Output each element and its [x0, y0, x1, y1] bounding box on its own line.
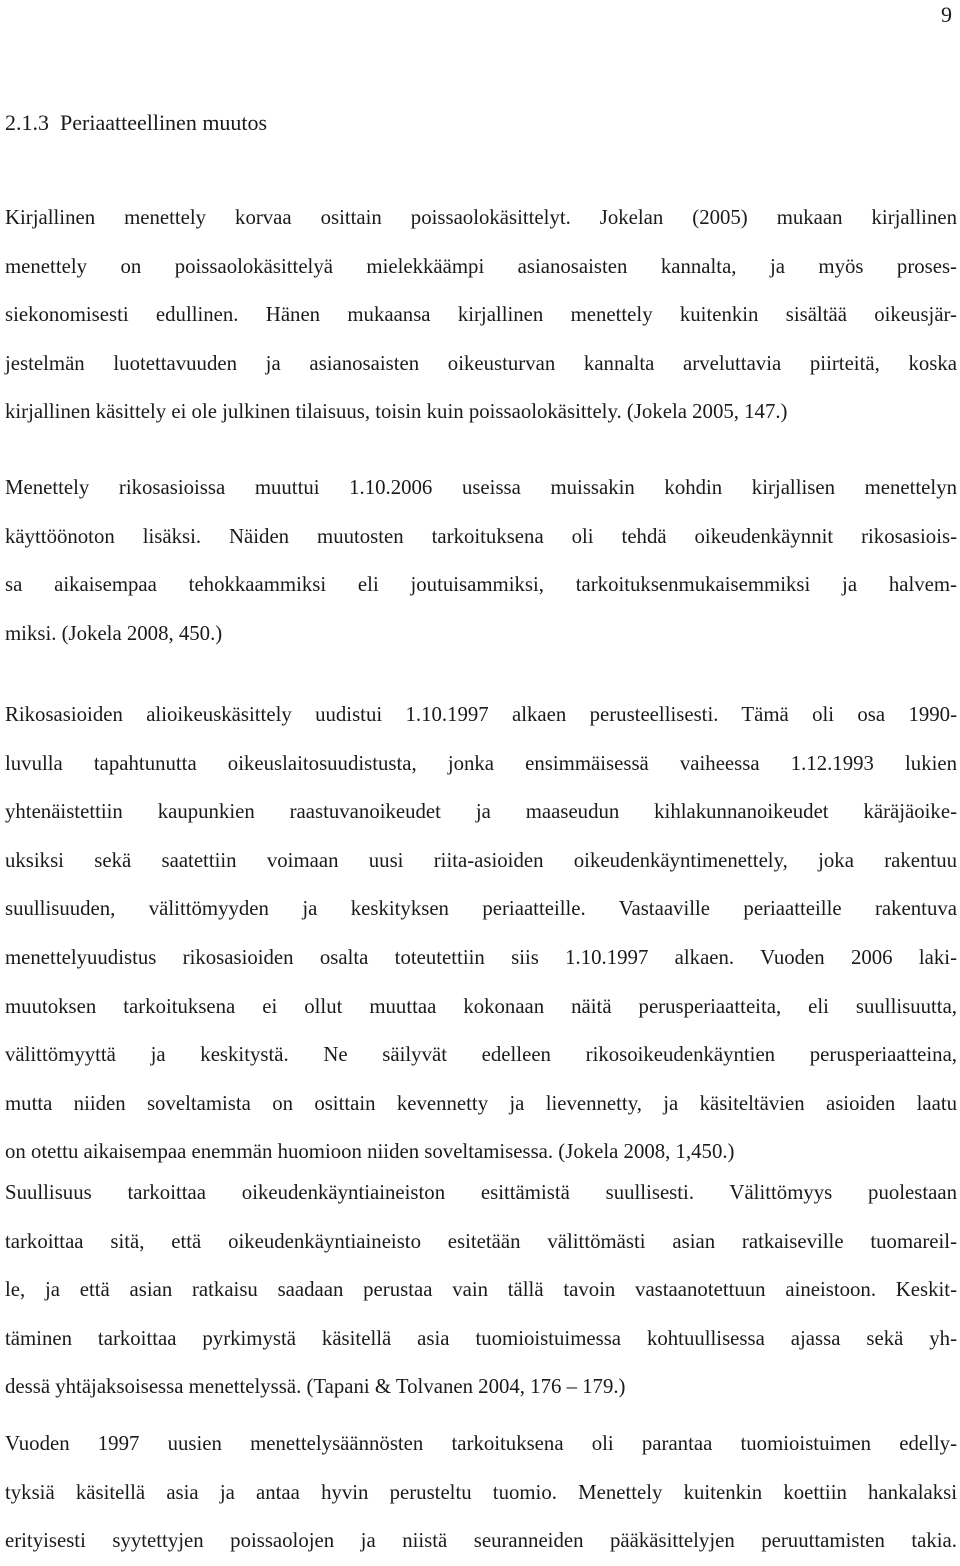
text-line: mutta niiden soveltamista on osittain kevennetty ja lievennetty, ja käsiteltävien asioiden laatu: [5, 1091, 957, 1115]
text-line: Vuoden 1997 uusien menettelysäännösten tarkoituksena oli parantaa tuomioistuimen edelly-: [5, 1432, 957, 1455]
text-line: luvulla tapahtunutta oikeuslaitosuudistusta, jonka ensimmäisessä vaiheessa 1.12.1993 lukien: [5, 751, 957, 775]
section-title: Periaatteellinen muutos: [60, 110, 268, 135]
text-line: on otettu aikaisempaa enemmän huomioon niiden soveltamisessa. (Jokela 2008, 1,450.): [5, 1140, 735, 1164]
text-line: sa aikaisempaa tehokkaammiksi eli joutuisammiksi, tarkoituksenmukaisemmiksi ja halvem-: [5, 573, 957, 597]
text-line: Menettely rikosasioissa muuttui 1.10.2006 useissa muissakin kohdin kirjallisen menettelyn: [5, 476, 957, 499]
text-line: uksiksi sekä saatettiin voimaan uusi riita-asioiden oikeudenkäyntimenettely, joka rakentuu: [5, 848, 957, 872]
text-line: menettely on poissaolokäsittelyä mielekkäämpi asianosaisten kannalta, ja myös proses-: [5, 254, 957, 278]
text-line: tyksiä käsitellä asia ja antaa hyvin perusteltu tuomio. Menettely kuitenkin koettiin hankalaksi: [5, 1480, 957, 1504]
text-line: tarkoittaa sitä, että oikeudenkäyntiaineisto esitetään välittömästi asian ratkaiseville tuomareil-: [5, 1229, 957, 1253]
text-line: miksi. (Jokela 2008, 450.): [5, 621, 223, 645]
text-line: le, ja että asian ratkaisu saadaan perustaa vain tällä tavoin vastaanotettuun aineistoon. Keskit-: [5, 1278, 957, 1302]
text-line: kirjallinen käsittely ei ole julkinen tilaisuus, toisin kuin poissaolokäsittely. (Jokela 2005, 147.): [5, 400, 788, 424]
paragraph-5: [5, 1420, 957, 1566]
page-number: 9: [941, 2, 952, 27]
text-line: Suullisuus tarkoittaa oikeudenkäyntiaineiston esittämistä suullisesti. Välittömyys puolestaan: [5, 1181, 957, 1204]
paragraph-1: [5, 194, 957, 437]
text-line: täminen tarkoittaa pyrkimystä käsitellä asia tuomioistuimessa kohtuullisessa ajassa sekä yh-: [5, 1326, 957, 1350]
text-line: dessä yhtäjaksoisessa menettelyssä. (Tapani & Tolvanen 2004, 176 – 179.): [5, 1375, 626, 1399]
text-line: menettelyuudistus rikosasioiden osalta toteutettiin siis 1.10.1997 alkaen. Vuoden 2006 laki-: [5, 945, 957, 969]
text-line: erityisesti syytettyjen poissaolojen ja niistä seuranneiden pääkäsittelyjen peruuttamisten takia.: [5, 1529, 957, 1553]
section-heading: [5, 107, 267, 139]
section-number: 2.1.3: [5, 110, 49, 135]
text-line: Kirjallinen menettely korvaa osittain poissaolokäsittelyt. Jokelan (2005) mukaan kirjallinen: [5, 206, 957, 229]
text-line: jestelmän luotettavuuden ja asianosaisten oikeusturvan kannalta arveluttavia piirteitä, koska: [5, 351, 957, 375]
paragraph-2: [5, 464, 957, 658]
paragraph-3: [5, 691, 957, 1177]
text-line: muutoksen tarkoituksena ei ollut muuttaa kokonaan näitä perusperiaatteita, eli suullisuutta,: [5, 994, 957, 1018]
text-line: käyttöönoton lisäksi. Näiden muutosten tarkoituksena oli tehdä oikeudenkäynnit rikosasiois-: [5, 524, 957, 548]
text-line: yhtenäistettiin kaupunkien raastuvanoikeudet ja maaseudun kihlakunnanoikeudet käräjäoike-: [5, 800, 957, 824]
text-line: välittömyyttä ja keskitystä. Ne säilyvät edelleen rikosoikeudenkäyntien perusperiaatteina,: [5, 1043, 957, 1067]
text-line: Rikosasioiden alioikeuskäsittely uudistui 1.10.1997 alkaen perusteellisesti. Tämä oli osa 1990-: [5, 703, 957, 726]
paragraph-4: [5, 1169, 957, 1412]
text-line: siekonomisesti edullinen. Hänen mukaansa kirjallinen menettely kuitenkin sisältää oikeusjär-: [5, 303, 957, 327]
text-line: suullisuuden, välittömyyden ja keskityksen periaatteille. Vastaaville periaatteille rakentuva: [5, 897, 957, 921]
